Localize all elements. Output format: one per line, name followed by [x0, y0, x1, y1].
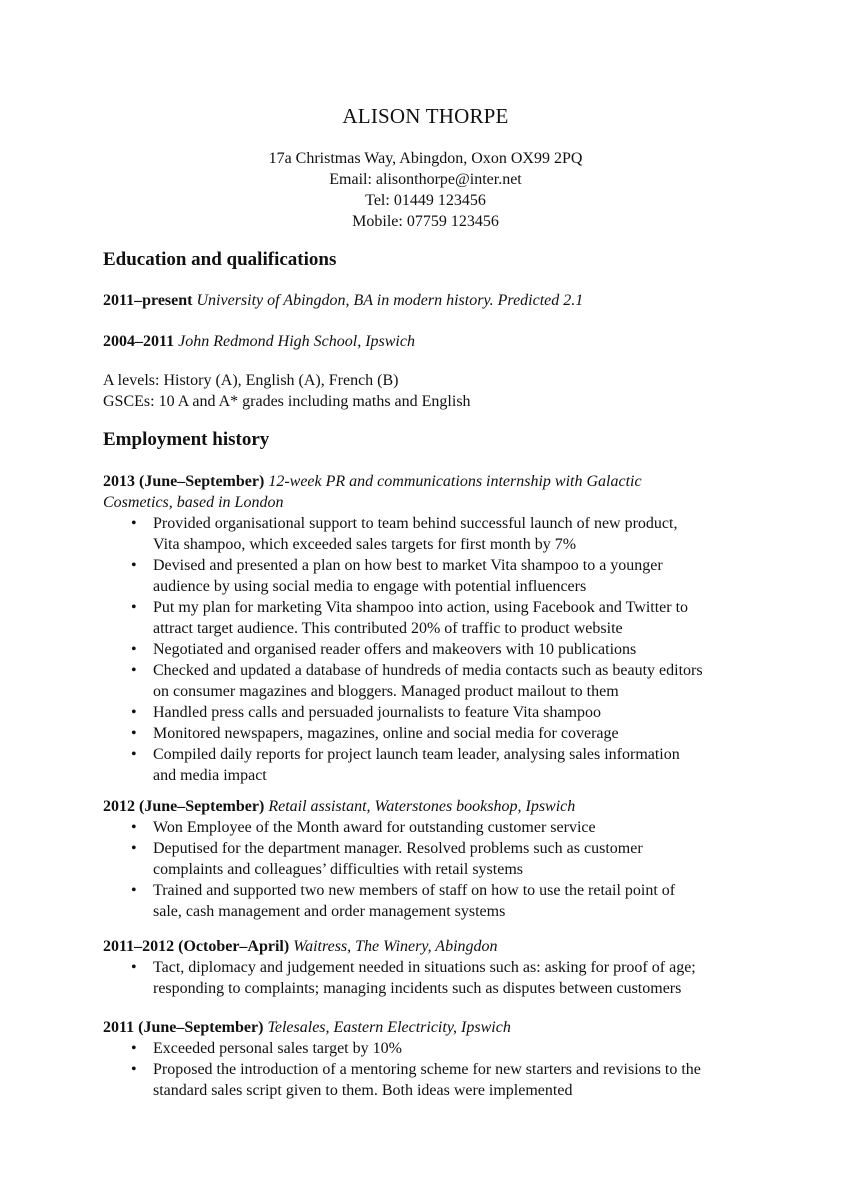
list-item: • Tact, diplomacy and judgement needed in situations such as: asking for proof of age; responding to complaints; managing incidents such as disputes between customers — [131, 959, 696, 997]
education-heading: Education and qualifications — [103, 249, 337, 270]
job-bullets — [103, 957, 748, 999]
bullet-icon: • — [131, 746, 137, 763]
job-bullets — [103, 1038, 748, 1101]
bullet-icon: • — [131, 515, 137, 532]
job-title: 12-week PR and communications internship with Galactic — [268, 473, 642, 490]
job-entry — [103, 471, 748, 786]
bullet-icon: • — [131, 641, 137, 658]
list-item: • Won Employee of the Month award for outstanding customer service — [131, 819, 596, 836]
list-item: • Negotiated and organised reader offers and makeovers with 10 publications — [131, 641, 637, 658]
education-years: 2011–present — [103, 292, 193, 309]
job-title-continued: Cosmetics, based in London — [103, 494, 284, 511]
list-item: • Monitored newspapers, magazines, online and social media for coverage — [131, 725, 619, 742]
bullet-icon: • — [131, 882, 137, 899]
job-years: 2011 (June–September) — [103, 1019, 264, 1036]
list-item: • Compiled daily reports for project launch team leader, analysing sales information and media impact — [131, 746, 680, 784]
list-item: • Deputised for the department manager. Resolved problems such as customer complaints and colleagues’ difficulties with retail systems — [131, 840, 643, 878]
mobile: Mobile: 07759 123456 — [352, 213, 499, 230]
job-bullets — [103, 817, 748, 922]
list-item: • Provided organisational support to team behind successful launch of new product, Vita shampoo, which exceeded sales targets for first month by 7% — [131, 515, 678, 553]
job-entry — [103, 1017, 748, 1101]
bullet-icon: • — [131, 599, 137, 616]
job-years: 2012 (June–September) — [103, 798, 265, 815]
address: 17a Christmas Way, Abingdon, Oxon OX99 2PQ — [268, 150, 583, 167]
bullet-icon: • — [131, 819, 137, 836]
list-item: • Exceeded personal sales target by 10% — [131, 1040, 402, 1057]
education-entry — [103, 290, 748, 311]
a-levels: A levels: History (A), English (A), French (B) — [103, 372, 399, 389]
bullet-icon: • — [131, 959, 137, 976]
email: Email: alisonthorpe@inter.net — [329, 171, 522, 188]
list-item: • Trained and supported two new members of staff on how to use the retail point of sale, cash management and order management systems — [131, 882, 676, 920]
qualifications — [103, 370, 748, 412]
list-item: • Proposed the introduction of a mentoring scheme for new starters and revisions to the standard sales script given to them. Both ideas were implemented — [131, 1061, 701, 1099]
job-title: Telesales, Eastern Electricity, Ipswich — [267, 1019, 511, 1036]
education-detail: University of Abingdon, BA in modern history. Predicted 2.1 — [196, 292, 584, 309]
job-title: Waitress, The Winery, Abingdon — [293, 938, 498, 955]
bullet-icon: • — [131, 662, 137, 679]
bullet-icon: • — [131, 557, 137, 574]
bullet-icon: • — [131, 1040, 137, 1057]
candidate-name: ALISON THORPE — [342, 104, 509, 128]
employment-heading: Employment history — [103, 429, 270, 450]
job-years: 2011–2012 (October–April) — [103, 938, 290, 955]
job-entry — [103, 936, 748, 999]
gcses: GSCEs: 10 A and A* grades including maths and English — [103, 393, 471, 410]
education-detail: John Redmond High School, Ipswich — [178, 333, 415, 350]
bullet-icon: • — [131, 840, 137, 857]
job-bullets — [103, 513, 748, 786]
education-entry — [103, 331, 748, 352]
bullet-icon: • — [131, 704, 137, 721]
bullet-icon: • — [131, 1061, 137, 1078]
list-item: • Checked and updated a database of hundreds of media contacts such as beauty editors on consumer magazines and bloggers. Managed product mailout to them — [131, 662, 703, 700]
contact-block — [103, 148, 748, 232]
job-entry — [103, 796, 748, 922]
job-years: 2013 (June–September) — [103, 473, 265, 490]
list-item: • Put my plan for marketing Vita shampoo into action, using Facebook and Twitter to attract target audience. This contributed 20% of traffic to product website — [131, 599, 689, 637]
job-title: Retail assistant, Waterstones bookshop, Ipswich — [268, 798, 576, 815]
telephone: Tel: 01449 123456 — [365, 192, 486, 209]
list-item: • Devised and presented a plan on how best to market Vita shampoo to a younger audience by using social media to engage with potential influencers — [131, 557, 663, 595]
list-item: • Handled press calls and persuaded journalists to feature Vita shampoo — [131, 704, 601, 721]
bullet-icon: • — [131, 725, 137, 742]
education-years: 2004–2011 — [103, 333, 175, 350]
